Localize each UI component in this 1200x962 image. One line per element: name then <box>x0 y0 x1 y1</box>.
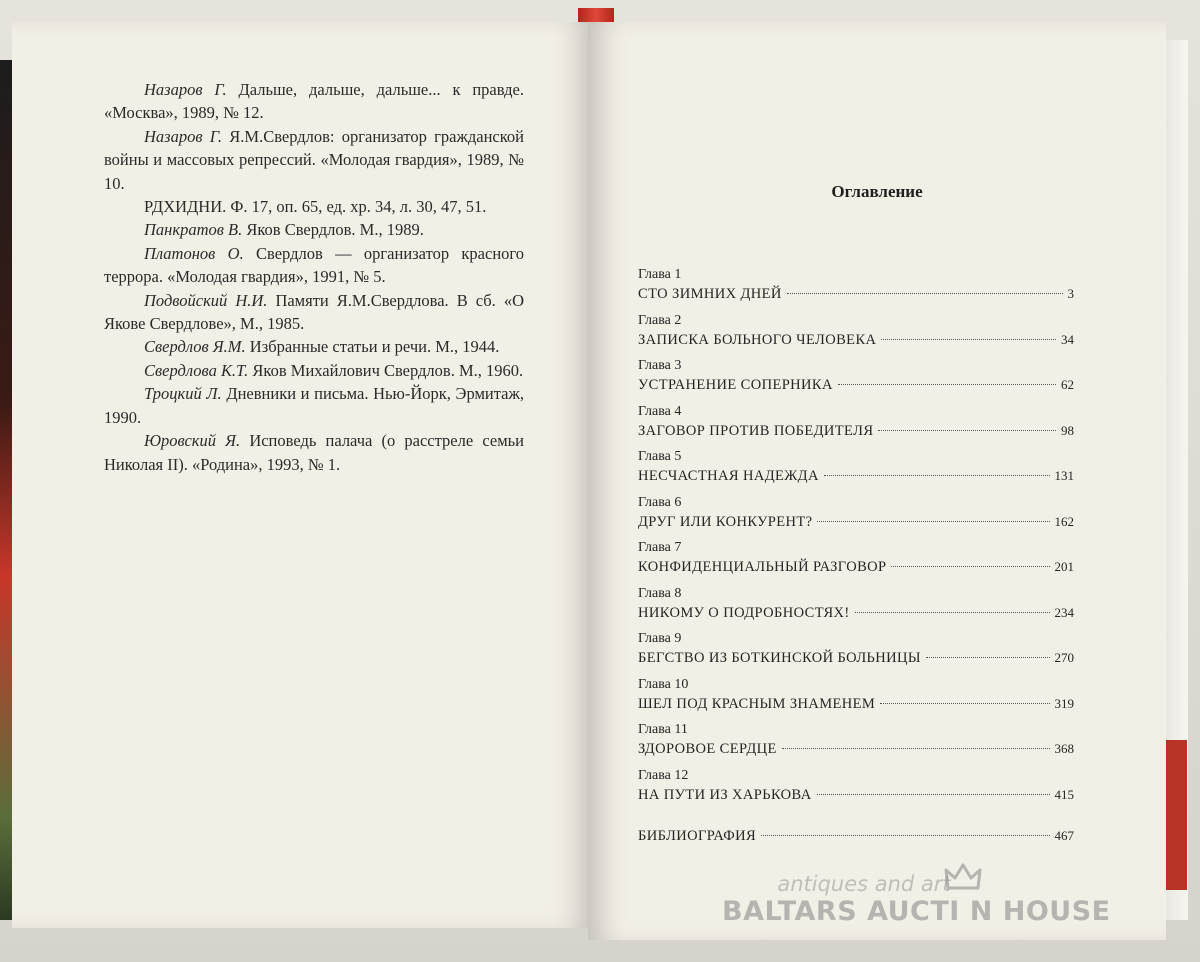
chapter-label: Глава 8 <box>638 585 682 601</box>
chapter-title: НИКОМУ О ПОДРОБНОСТЯХ! <box>638 604 850 621</box>
chapter-label: Глава 3 <box>638 358 682 373</box>
toc-item <box>638 585 1074 631</box>
toc-item <box>638 357 1074 403</box>
chapter-label: Глава 9 <box>638 631 682 646</box>
chapter-title: БЕГСТВО ИЗ БОТКИНСКОЙ БОЛЬНИЦЫ <box>638 650 921 666</box>
entry-author: Панкратов В. <box>144 220 243 240</box>
chapter-page: 34 <box>1061 331 1074 347</box>
entry-author: Подвойский Н.И. <box>144 290 268 310</box>
chapter-page: 98 <box>1061 422 1074 438</box>
chapter-page: 270 <box>1054 650 1074 665</box>
dot-leader <box>880 703 1049 704</box>
bibliography-entry <box>104 359 524 382</box>
bibliography-entry <box>104 242 524 289</box>
watermark-tagline: antiques and art <box>777 872 951 896</box>
chapter-page: 62 <box>1061 377 1074 392</box>
chapter-title: ЗАПИСКА БОЛЬНОГО ЧЕЛОВЕКА <box>638 331 877 348</box>
bibliography-entry <box>104 382 524 429</box>
chapter-label: Глава 7 <box>638 540 682 555</box>
entry-author: Назаров Г. <box>144 126 223 146</box>
entry-author: Назаров Г. <box>144 80 227 99</box>
dot-leader <box>817 521 1049 522</box>
dot-leader <box>824 475 1050 476</box>
bibliography-entry <box>104 218 524 241</box>
chapter-page: 319 <box>1054 695 1074 711</box>
chapter-title: ДРУГ ИЛИ КОНКУРЕНТ? <box>638 513 813 530</box>
entry-text: Яков Свердлов. М., 1989. <box>242 220 424 240</box>
dot-leader <box>926 657 1050 658</box>
bibliography-entry <box>104 429 524 476</box>
chapter-page: 3 <box>1067 286 1074 301</box>
toc-title: Оглавление <box>831 182 923 201</box>
dot-leader <box>881 339 1056 340</box>
table-of-contents <box>638 266 1074 846</box>
toc-item <box>638 721 1074 767</box>
bibliography-entry <box>104 335 524 358</box>
toc-item <box>638 539 1074 585</box>
chapter-title: НЕСЧАСТНАЯ НАДЕЖДА <box>638 468 819 484</box>
entry-author: Свердлова К.Т. <box>144 360 249 380</box>
chapter-title: НА ПУТИ ИЗ ХАРЬКОВА <box>638 786 812 803</box>
bibliography-list <box>104 78 524 476</box>
entry-text: Дневники и письма. Нью-Йорк, Эрмитаж, 1990. <box>104 384 524 427</box>
chapter-label: Глава 1 <box>638 267 682 282</box>
entry-text: Яков Михайлович Свердлов. М., 1960. <box>248 360 524 380</box>
bibliography-entry <box>104 78 524 125</box>
chapter-label: Глава 11 <box>638 722 688 737</box>
toc-item <box>638 312 1074 358</box>
chapter-title: КОНФИДЕНЦИАЛЬНЫЙ РАЗГОВОР <box>638 559 887 575</box>
dot-leader <box>838 384 1056 385</box>
chapter-page: 234 <box>1054 604 1074 620</box>
chapter-label: Глава 12 <box>638 767 689 783</box>
toc-item <box>638 767 1074 813</box>
watermark-logo: BALTARS AUCTI N HOUSE <box>722 896 1111 927</box>
toc-item <box>638 676 1074 722</box>
chapter-label: Глава 4 <box>638 403 682 419</box>
dot-leader <box>782 748 1050 749</box>
cover-edge-red <box>1165 740 1187 890</box>
bibliography-entry <box>104 125 524 195</box>
dot-leader <box>817 794 1050 795</box>
toc-bibliography <box>638 826 1074 846</box>
toc-item <box>638 494 1074 540</box>
chapter-label: Глава 6 <box>638 494 682 510</box>
chapter-label: Глава 2 <box>638 312 682 328</box>
bibliography-entry <box>104 195 524 218</box>
entry-text: Свердлов — организатор красного террора. «Молодая гвардия», 1991, № 5. <box>104 243 524 287</box>
bibliography-entry <box>104 289 524 336</box>
entry-text: РДХИДНИ. Ф. 17, оп. 65, ед. хр. 34, л. 30, 47, 51. <box>144 197 487 217</box>
chapter-title: УСТРАНЕНИЕ СОПЕРНИКА <box>638 377 833 393</box>
toc-item <box>638 630 1074 676</box>
chapter-title: ЗАГОВОР ПРОТИВ ПОБЕДИТЕЛЯ <box>638 422 874 439</box>
dot-leader <box>787 293 1063 294</box>
entry-text: Избранные статьи и речи. М., 1944. <box>245 337 500 357</box>
bibliography-title: БИБЛИОГРАФИЯ <box>638 828 757 844</box>
chapter-page: 415 <box>1054 786 1074 802</box>
bibliography-page: 467 <box>1054 828 1074 843</box>
chapter-page: 131 <box>1054 468 1074 483</box>
dot-leader <box>878 430 1056 431</box>
dot-leader <box>855 612 1050 613</box>
entry-author: Свердлов Я.М. <box>144 337 246 357</box>
entry-text: Я.М.Свердлов: организатор гражданской войны и массовых репрессий. «Молодая гвардия», 1989, № 10. <box>104 126 524 193</box>
entry-author: Юровский Я. <box>144 431 241 451</box>
chapter-page: 368 <box>1054 741 1074 756</box>
dot-leader <box>891 566 1049 567</box>
entry-author: Платонов О. <box>144 243 244 263</box>
chapter-title: ШЕЛ ПОД КРАСНЫМ ЗНАМЕНЕМ <box>638 695 876 712</box>
toc-item <box>638 448 1074 494</box>
entry-text: Памяти Я.М.Свердлова. В сб. «О Якове Свердлове», М., 1985. <box>104 290 524 334</box>
entry-text: Исповедь палача (о расстреле семьи Николая II). «Родина», 1993, № 1. <box>104 431 524 474</box>
chapter-title: СТО ЗИМНИХ ДНЕЙ <box>638 286 782 302</box>
crown-icon <box>944 862 982 892</box>
toc-item <box>638 266 1074 312</box>
toc-item <box>638 403 1074 449</box>
chapter-label: Глава 5 <box>638 449 682 464</box>
entry-text: Дальше, дальше, дальше... к правде. «Москва», 1989, № 12. <box>104 80 524 123</box>
chapter-page: 201 <box>1054 559 1074 574</box>
chapter-page: 162 <box>1054 513 1074 529</box>
entry-author: Троцкий Л. <box>144 384 222 404</box>
chapter-title: ЗДОРОВОЕ СЕРДЦЕ <box>638 741 777 757</box>
chapter-label: Глава 10 <box>638 676 689 692</box>
dot-leader <box>761 835 1049 836</box>
